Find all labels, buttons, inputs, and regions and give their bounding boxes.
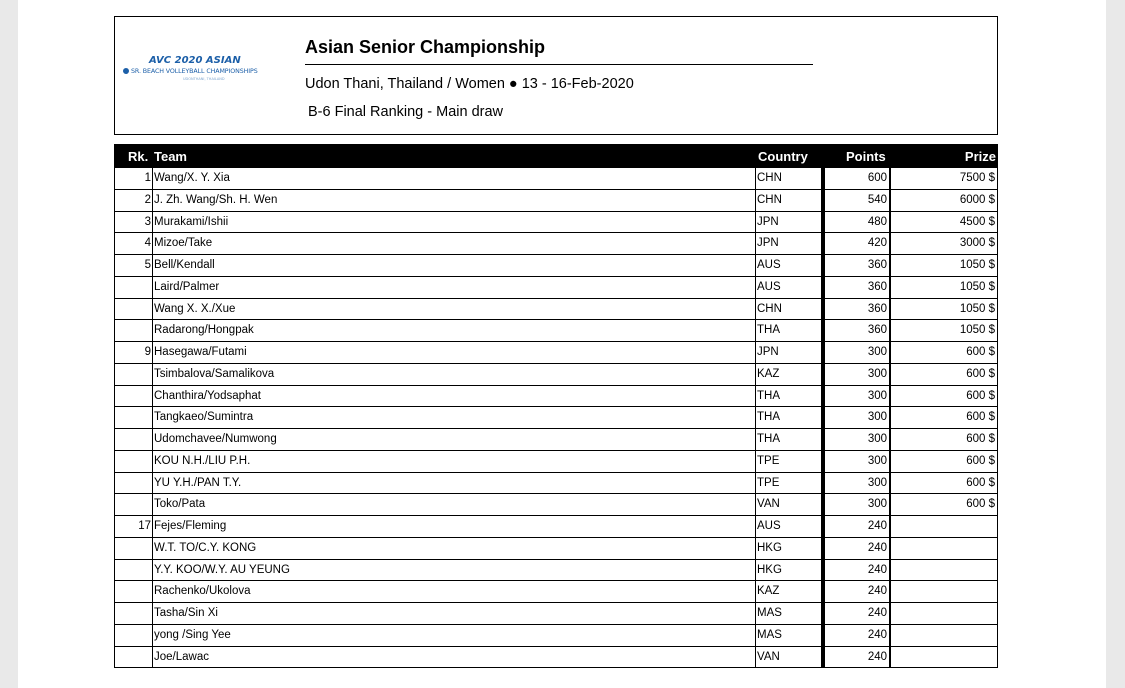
country-cell: JPN	[755, 212, 823, 234]
document-page	[18, 0, 1106, 688]
rank-cell	[114, 386, 152, 408]
country-cell: CHN	[755, 168, 823, 190]
team-cell: Murakami/Ishii	[152, 212, 755, 234]
table-row	[114, 451, 998, 473]
rank-cell	[114, 320, 152, 342]
country-cell: TPE	[755, 451, 823, 473]
table-header	[114, 144, 998, 168]
points-cell: 300	[823, 386, 891, 408]
team-cell: Wang X. X./Xue	[152, 299, 755, 321]
prize-cell: 4500 $	[891, 212, 998, 234]
event-logo	[123, 55, 303, 91]
country-cell: AUS	[755, 516, 823, 538]
logo-line-3: UDONTHANI, THAILAND	[183, 77, 225, 81]
prize-cell: 600 $	[891, 451, 998, 473]
points-cell: 240	[823, 516, 891, 538]
prize-cell: 1050 $	[891, 299, 998, 321]
rank-cell	[114, 494, 152, 516]
logo-line-2: SR. BEACH VOLLEYBALL CHAMPIONSHIPS	[131, 68, 258, 75]
country-cell: KAZ	[755, 364, 823, 386]
table-row	[114, 299, 998, 321]
logo-line-1: AVC 2020 ASIAN	[149, 55, 241, 66]
team-cell: Laird/Palmer	[152, 277, 755, 299]
table-row	[114, 277, 998, 299]
prize-cell: 600 $	[891, 494, 998, 516]
prize-cell: 600 $	[891, 342, 998, 364]
rank-cell	[114, 364, 152, 386]
rank-cell: 17	[114, 516, 152, 538]
points-cell: 240	[823, 603, 891, 625]
rank-cell: 1	[114, 168, 152, 190]
points-cell: 240	[823, 581, 891, 603]
table-row	[114, 407, 998, 429]
rank-cell	[114, 647, 152, 669]
points-cell: 360	[823, 255, 891, 277]
team-cell: KOU N.H./LIU P.H.	[152, 451, 755, 473]
table-row	[114, 342, 998, 364]
table-row	[114, 190, 998, 212]
team-cell: yong /Sing Yee	[152, 625, 755, 647]
col-header-country: Country	[758, 149, 808, 164]
rank-cell: 9	[114, 342, 152, 364]
table-row	[114, 581, 998, 603]
prize-cell	[891, 625, 998, 647]
points-cell: 240	[823, 647, 891, 669]
prize-cell	[891, 516, 998, 538]
points-cell: 360	[823, 299, 891, 321]
points-cell: 300	[823, 429, 891, 451]
points-cell: 540	[823, 190, 891, 212]
country-cell: AUS	[755, 277, 823, 299]
team-cell: Chanthira/Yodsaphat	[152, 386, 755, 408]
document-title: Asian Senior Championship	[305, 37, 546, 57]
country-cell: HKG	[755, 560, 823, 582]
country-cell: AUS	[755, 255, 823, 277]
rank-cell: 2	[114, 190, 152, 212]
prize-cell	[891, 581, 998, 603]
country-cell: THA	[755, 320, 823, 342]
table-row	[114, 364, 998, 386]
points-cell: 300	[823, 364, 891, 386]
team-cell: Toko/Pata	[152, 494, 755, 516]
country-cell: KAZ	[755, 581, 823, 603]
prize-cell	[891, 647, 998, 669]
rank-cell: 3	[114, 212, 152, 234]
prize-cell: 1050 $	[891, 277, 998, 299]
points-cell: 240	[823, 560, 891, 582]
prize-cell: 6000 $	[891, 190, 998, 212]
prize-cell: 600 $	[891, 364, 998, 386]
rank-cell	[114, 451, 152, 473]
event-location-dates: Udon Thani, Thailand / Women ● 13 - 16-Feb-2020	[305, 76, 634, 92]
team-cell: W.T. TO/C.Y. KONG	[152, 538, 755, 560]
rank-cell	[114, 603, 152, 625]
country-cell: JPN	[755, 233, 823, 255]
ranking-description: B-6 Final Ranking - Main draw	[308, 104, 504, 120]
country-cell: MAS	[755, 603, 823, 625]
table-row	[114, 516, 998, 538]
rank-cell	[114, 538, 152, 560]
prize-cell: 1050 $	[891, 320, 998, 342]
table-row	[114, 603, 998, 625]
prize-cell: 600 $	[891, 473, 998, 495]
ranking-table	[114, 144, 998, 668]
col-header-rank: Rk.	[128, 149, 149, 164]
team-cell: Rachenko/Ukolova	[152, 581, 755, 603]
rank-cell	[114, 625, 152, 647]
country-cell: MAS	[755, 625, 823, 647]
prize-cell: 600 $	[891, 407, 998, 429]
table-row	[114, 647, 998, 669]
rank-cell	[114, 429, 152, 451]
prize-cell: 3000 $	[891, 233, 998, 255]
country-cell: CHN	[755, 190, 823, 212]
team-cell: Wang/X. Y. Xia	[152, 168, 755, 190]
team-cell: Udomchavee/Numwong	[152, 429, 755, 451]
col-header-points: Points	[846, 149, 886, 164]
col-header-team: Team	[154, 149, 187, 164]
points-cell: 480	[823, 212, 891, 234]
rank-cell: 4	[114, 233, 152, 255]
points-cell: 300	[823, 342, 891, 364]
team-cell: Fejes/Fleming	[152, 516, 755, 538]
team-cell: Tasha/Sin Xi	[152, 603, 755, 625]
col-header-prize: Prize	[964, 149, 996, 164]
table-row	[114, 233, 998, 255]
prize-cell	[891, 560, 998, 582]
country-cell: VAN	[755, 494, 823, 516]
points-cell: 300	[823, 451, 891, 473]
rank-cell	[114, 581, 152, 603]
prize-cell: 1050 $	[891, 255, 998, 277]
title-divider	[305, 64, 813, 65]
team-cell: J. Zh. Wang/Sh. H. Wen	[152, 190, 755, 212]
points-cell: 240	[823, 538, 891, 560]
points-cell: 360	[823, 277, 891, 299]
table-row	[114, 560, 998, 582]
country-cell: VAN	[755, 647, 823, 669]
team-cell: Joe/Lawac	[152, 647, 755, 669]
points-cell: 300	[823, 407, 891, 429]
country-cell: THA	[755, 386, 823, 408]
team-cell: YU Y.H./PAN T.Y.	[152, 473, 755, 495]
rank-cell	[114, 473, 152, 495]
volleyball-icon	[123, 68, 129, 74]
points-cell: 240	[823, 625, 891, 647]
table-row	[114, 429, 998, 451]
header-box	[114, 16, 998, 135]
points-cell: 360	[823, 320, 891, 342]
table-row	[114, 386, 998, 408]
points-cell: 300	[823, 494, 891, 516]
rank-cell	[114, 277, 152, 299]
rank-cell	[114, 407, 152, 429]
table-row	[114, 473, 998, 495]
table-row	[114, 255, 998, 277]
country-cell: JPN	[755, 342, 823, 364]
table-row	[114, 320, 998, 342]
team-cell: Tsimbalova/Samalikova	[152, 364, 755, 386]
country-cell: THA	[755, 429, 823, 451]
prize-cell: 600 $	[891, 386, 998, 408]
prize-cell	[891, 538, 998, 560]
country-cell: THA	[755, 407, 823, 429]
table-row	[114, 494, 998, 516]
rank-cell	[114, 560, 152, 582]
country-cell: CHN	[755, 299, 823, 321]
rank-cell: 5	[114, 255, 152, 277]
points-cell: 600	[823, 168, 891, 190]
table-row	[114, 538, 998, 560]
country-cell: TPE	[755, 473, 823, 495]
team-cell: Mizoe/Take	[152, 233, 755, 255]
table-row	[114, 212, 998, 234]
table-row	[114, 625, 998, 647]
table-body	[114, 168, 998, 668]
team-cell: Bell/Kendall	[152, 255, 755, 277]
prize-cell: 7500 $	[891, 168, 998, 190]
prize-cell: 600 $	[891, 429, 998, 451]
team-cell: Radarong/Hongpak	[152, 320, 755, 342]
team-cell: Hasegawa/Futami	[152, 342, 755, 364]
points-cell: 300	[823, 473, 891, 495]
table-row	[114, 168, 998, 190]
rank-cell	[114, 299, 152, 321]
team-cell: Y.Y. KOO/W.Y. AU YEUNG	[152, 560, 755, 582]
points-cell: 420	[823, 233, 891, 255]
country-cell: HKG	[755, 538, 823, 560]
prize-cell	[891, 603, 998, 625]
team-cell: Tangkaeo/Sumintra	[152, 407, 755, 429]
